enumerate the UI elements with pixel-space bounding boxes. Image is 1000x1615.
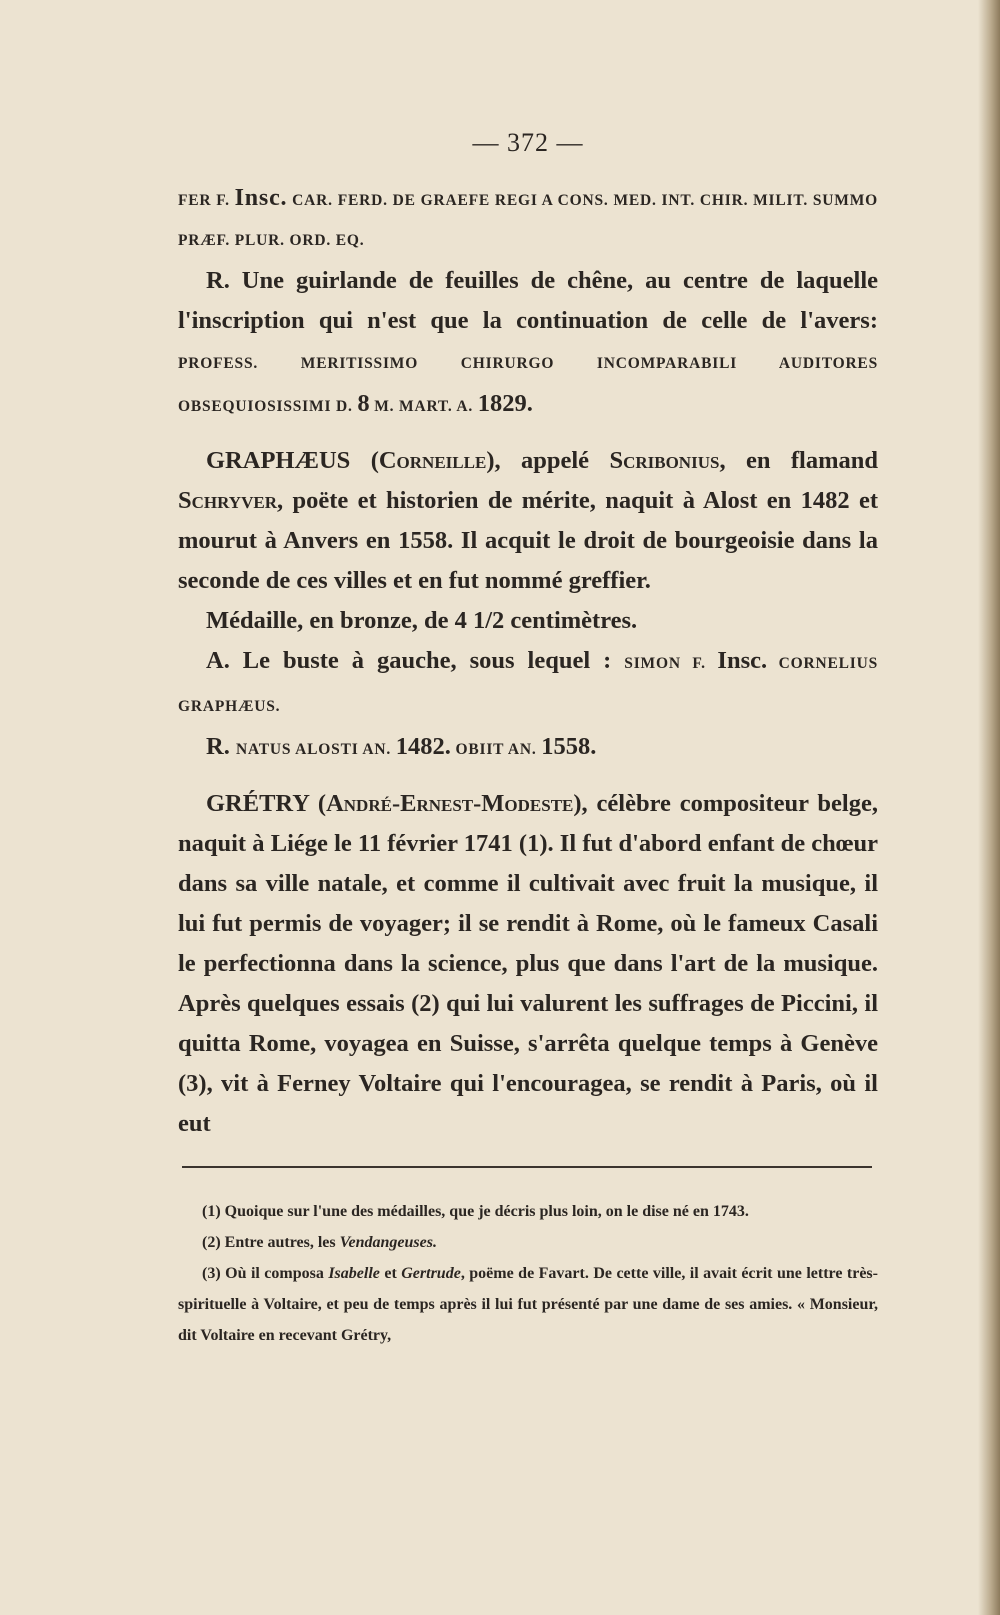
graphaeus-entry xyxy=(178,441,878,601)
text-part: ), appelé xyxy=(486,447,610,474)
medal-description: Médaille, en bronze, de 4 1/2 centimètres. xyxy=(206,607,638,634)
footnote-text: et xyxy=(379,1265,402,1282)
inscription-day: 8 xyxy=(357,390,370,417)
reverse-description xyxy=(178,727,878,770)
footnote-3 xyxy=(178,1258,878,1351)
text-part: ( xyxy=(309,790,327,817)
page-edge-shadow xyxy=(978,0,1000,1615)
obverse-lead: A. Le buste à gauche, sous lequel : xyxy=(206,647,625,674)
insc-word: Insc. xyxy=(234,185,288,211)
text-part: , en flamand xyxy=(719,447,878,474)
footnote-title: Isabelle xyxy=(328,1265,380,1282)
birth-year: 1482. xyxy=(395,733,451,760)
page-number: — 372 — xyxy=(472,128,584,157)
reverse-inscription: NATUS ALOSTI AN. xyxy=(235,741,396,758)
footnotes xyxy=(178,1196,878,1351)
insc-word: Insc. xyxy=(717,647,768,674)
text-part: ( xyxy=(350,447,379,474)
reverse-lead: R. xyxy=(206,733,236,760)
footnote-text: (3) Où il composa xyxy=(202,1265,329,1282)
footnote-1: (1) Quoique sur l'une des médailles, que je décris plus loin, on le dise né en 1743. xyxy=(202,1203,749,1220)
footnote-2 xyxy=(178,1227,878,1258)
gretry-entry xyxy=(178,784,878,1144)
page xyxy=(178,128,878,1351)
reverse-lead: R. Une guirlande de feuilles de chêne, au centre de laquelle l'inscription qui n'est que la continuation de celle de l'avers: xyxy=(178,267,878,334)
reverse-inscription: PROFESS. MERITISSIMO CHIRURGO INCOMPARABILI AUDITORES OBSEQUIOSISSIMI D. xyxy=(178,355,878,415)
reverse-description xyxy=(178,261,878,427)
entry-name: GRAPHÆUS xyxy=(206,447,351,474)
inscription-part: FER F. xyxy=(178,192,235,209)
footnote-text: (2) Entre autres, les xyxy=(202,1234,340,1251)
death-year: 1558. xyxy=(541,733,597,760)
obverse-inscription-tail xyxy=(178,178,878,261)
obverse-inscription: CORNELIUS GRAPHÆUS. xyxy=(178,655,878,715)
footnote-divider xyxy=(182,1166,872,1168)
given-name: André-Ernest-Modeste xyxy=(326,790,574,817)
inscription-month: M. MART. A. xyxy=(369,398,478,415)
footnote-title: Vendangeuses. xyxy=(339,1234,437,1251)
entry-text: ), célèbre compositeur belge, naquit à Liége le 11 février 1741 (1). Il fut d'abord enfant de chœur dans sa ville natale, et comme il cultivait avec fruit la musique, il lui fut permis de voyager; il se rendit à Rome, où le fameux Casali le perfectionna dans la science, plus que dans l'art de la musique. Après quelques essais (2) qui lui valurent les suffrages de Piccini, il quitta Rome, voyagea en Suisse, s'arrêta quelque temps à Genève (3), vit à Ferney Voltaire qui l'encouragea, se rendit à Paris, où il eut xyxy=(178,790,878,1137)
reverse-inscription: OBIIT AN. xyxy=(450,741,542,758)
engraver-signature: SIMON F. xyxy=(624,655,718,672)
given-name: Corneille xyxy=(378,447,487,474)
obverse-description xyxy=(178,641,878,727)
alias-name: Schryver xyxy=(178,487,277,514)
footnote-title: Gertrude xyxy=(401,1265,461,1282)
entry-name: GRÉTRY xyxy=(206,790,310,817)
main-text xyxy=(178,178,878,1144)
footnote-text: , poëme de Favart. De cette ville, il avait écrit une lettre très-spirituelle à Voltaire, et peu de temps après il lui fut présenté par une dame de ses amies. « Monsieur, dit Voltaire en recevant Grétry, xyxy=(178,1265,878,1344)
inscription-part: CAR. FERD. DE GRAEFE REGI A CONS. MED. INT. CHIR. MILIT. SUMMO PRÆF. PLUR. ORD. EQ. xyxy=(178,192,878,249)
entry-text: , poëte et historien de mérite, naquit à Alost en 1482 et mourut à Anvers en 1558. Il acquit le droit de bourgeoisie dans la seconde de ces villes et en fut nommé greffier. xyxy=(178,487,878,594)
inscription-year: 1829. xyxy=(477,390,533,417)
alias-name: Scribonius xyxy=(609,447,720,474)
